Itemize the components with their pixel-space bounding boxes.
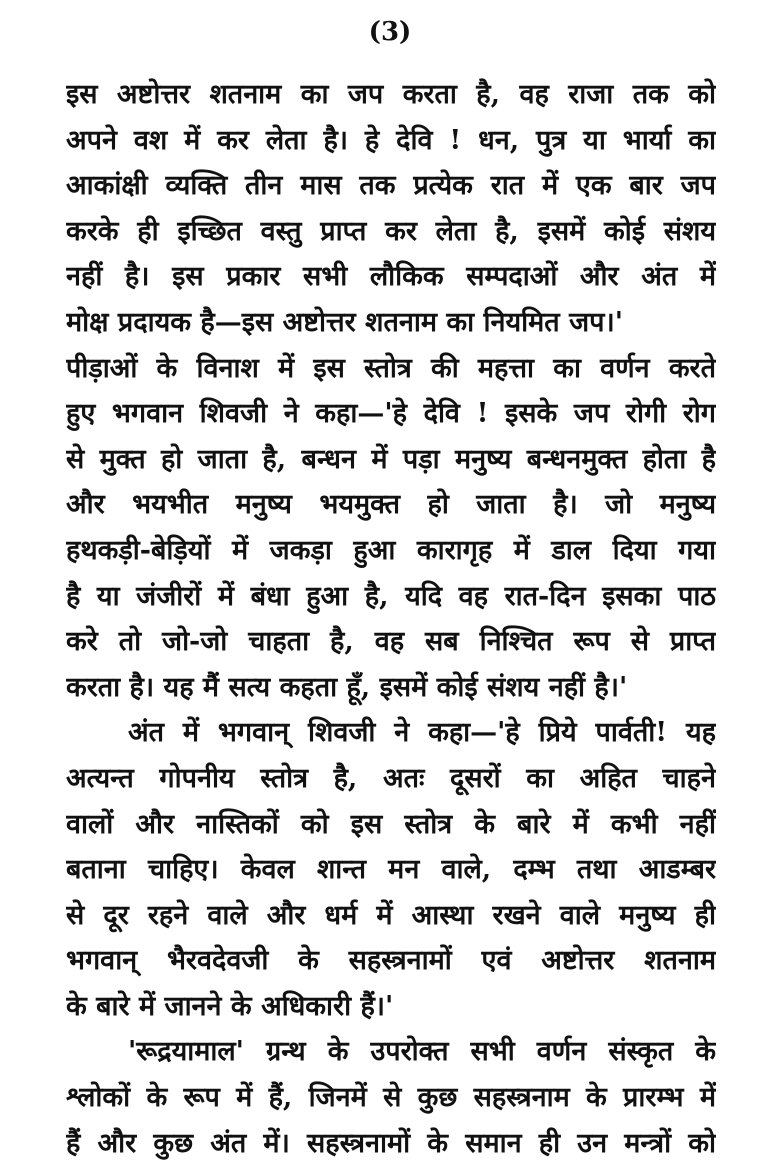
text-line: अत्यन्त गोपनीय स्तोत्र है, अतः दूसरों का अहित चाहने [66,762,716,794]
text-line: इस अष्टोत्तर शतनाम का जप करता है, वह राजा तक को [66,79,716,110]
text-line: हुए भगवान शिवजी ने कहा—'हे देवि ! इसके जप रोगी रोग [66,398,716,430]
text-line: अपने वश में कर लेता है। हे देवि ! धन, पुत्र या भार्या का [66,124,716,156]
text-line: मोक्ष प्रदायक है—इस अष्टोत्तर शतनाम का नियमित जप।' [66,306,623,338]
text-line: आकांक्षी व्यक्ति तीन मास तक प्रत्येक रात में एक बार जप [66,170,716,202]
text-line: करके ही इच्छित वस्तु प्राप्त कर लेता है, इसमें कोई संशय [66,215,716,247]
text-line: भगवान् भैरवदेवजी के सहस्त्रनामों एवं अष्टोत्तर शतनाम [66,945,716,977]
text-line: बताना चाहिए। केवल शान्त मन वाले, दम्भ तथा आडम्बर [66,854,716,886]
text-line: करता है। यह मैं सत्य कहता हूँ, इसमें कोई संशय नहीं है।' [66,671,628,703]
text-line: नहीं है। इस प्रकार सभी लौकिक सम्पदाओं और अंत में [66,261,716,293]
text-line: हथकड़ी-बेड़ियों में जकड़ा हुआ कारागृह में डाल दिया गया [66,534,716,566]
text-line: है या जंजीरों में बंधा हुआ है, यदि वह रात-दिन इसका पाठ [66,580,716,612]
text-line: से मुक्त हो जाता है, बन्धन में पड़ा मनुष्य बन्धनमुक्त होता है [66,443,716,475]
text-line: से दूर रहने वाले और धर्म में आस्था रखने वाले मनुष्य ही [66,899,716,931]
body-text [66,72,716,1166]
page-number: (3) [368,17,412,47]
text-line: और भयभीत मनुष्य भयमुक्त हो जाता है। जो मनुष्य [66,489,716,521]
text-line: वालों और नास्तिकों को इस स्तोत्र के बारे में कभी नहीं [66,808,716,840]
text-line: श्लोकों के रूप में हैं, जिनमें से कुछ सहस्त्रनाम के प्रारम्भ में [66,1082,716,1114]
text-line: पीड़ाओं के विनाश में इस स्तोत्र की महत्ता का वर्णन करते [66,352,716,384]
text-line: करे तो जो-जो चाहता है, वह सब निश्चित रूप से प्राप्त [66,626,716,658]
text-line: हैं और कुछ अंत में। सहस्त्रनामों के समान ही उन मन्त्रों को [66,1127,716,1159]
text-line: 'रूद्रयामाल' ग्रन्थ के उपरोक्त सभी वर्णन संस्कृत के [128,1036,716,1068]
text-line: अंत में भगवान् शिवजी ने कहा—'हे प्रिये पार्वती! यह [128,717,716,749]
text-line: के बारे में जानने के अधिकारी हैं।' [66,990,394,1022]
